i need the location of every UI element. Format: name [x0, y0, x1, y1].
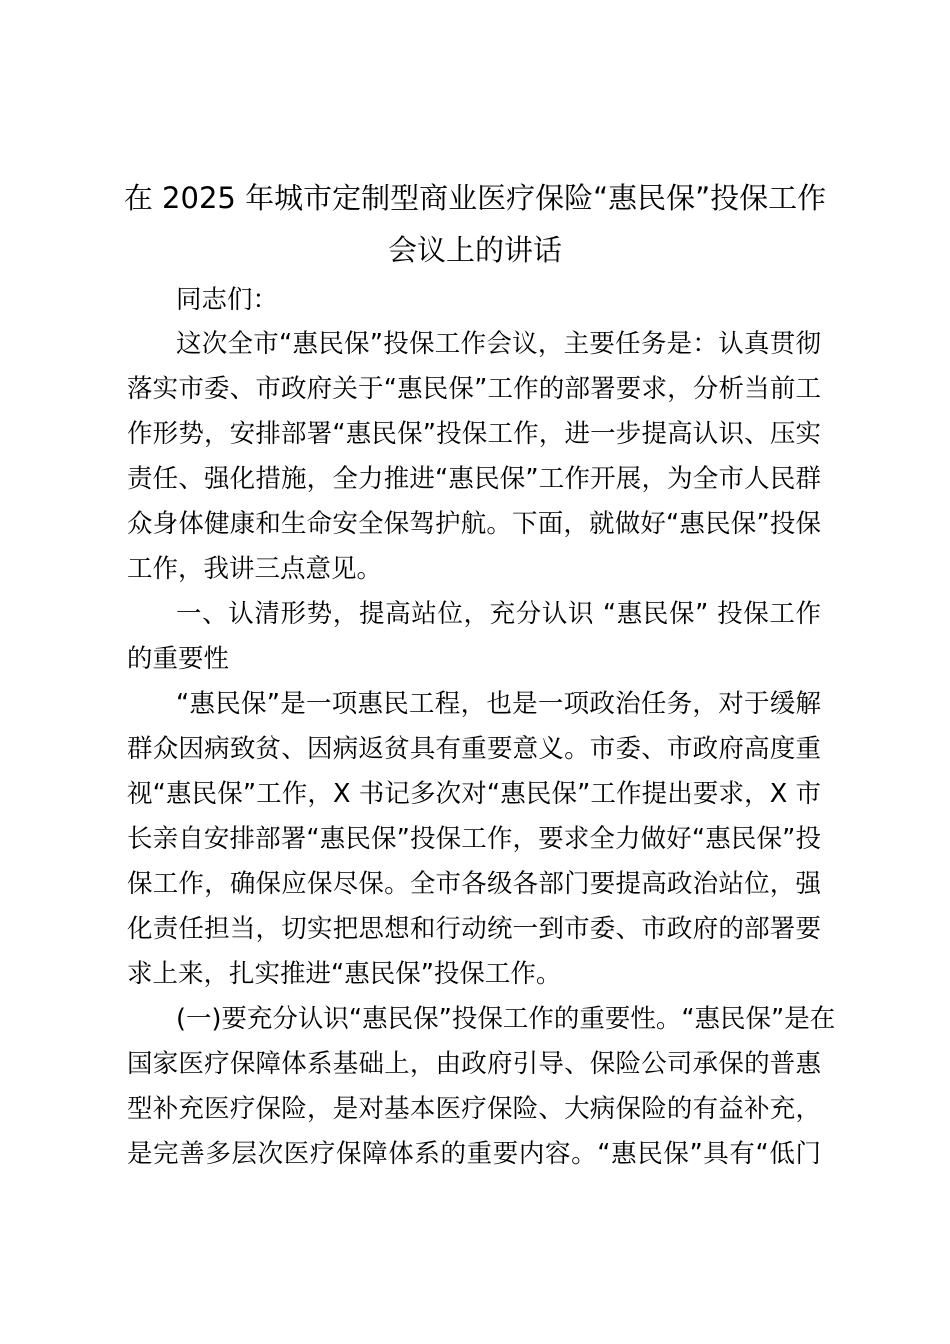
paragraph-3-line: 国家医疗保障体系基础上，由政府引导、保险公司承保的普惠 [127, 1049, 821, 1079]
section-heading-line: 一、认清形势，提高站位，充分认识 “惠民保” 投保工作 [176, 599, 821, 629]
paragraph-1-line: 这次全市“惠民保”投保工作会议，主要任务是：认真贯彻 [176, 329, 821, 359]
paragraph-1-line: 责任、强化措施，全力推进“惠民保”工作开展，为全市人民群 [127, 464, 821, 494]
document-title-line-1: 在 2025 年城市定制型商业医疗保险“惠民保”投保工作 [123, 181, 827, 215]
paragraph-3-line: 型补充医疗保险，是对基本医疗保险、大病保险的有益补充， [127, 1094, 821, 1124]
paragraph-3-line: 是完善多层次医疗保障体系的重要内容。“惠民保”具有“低门 [127, 1139, 821, 1169]
paragraph-2-line: 化责任担当，切实把思想和行动统一到市委、市政府的部署要 [127, 914, 821, 944]
salutation: 同志们： [176, 285, 279, 315]
paragraph-2-line: 保工作，确保应保尽保。全市各级各部门要提高政治站位，强 [127, 869, 821, 899]
paragraph-1-line: 作形势，安排部署“惠民保”投保工作，进一步提高认识、压实 [127, 419, 821, 449]
section-heading-line: 的重要性 [127, 644, 230, 674]
paragraph-2-line: 群众因病致贫、因病返贫具有重要意义。市委、市政府高度重 [127, 734, 821, 764]
paragraph-2-line: 求上来，扎实推进“惠民保”投保工作。 [127, 959, 562, 989]
paragraph-2-line: “惠民保”是一项惠民工程，也是一项政治任务，对于缓解 [176, 689, 821, 719]
paragraph-3-line: (一)要充分认识“惠民保”投保工作的重要性。“惠民保”是在 [176, 1004, 836, 1034]
paragraph-2-line: 视“惠民保”工作，X 书记多次对“惠民保”工作提出要求，X 市 [127, 779, 821, 809]
paragraph-1-line: 工作，我讲三点意见。 [127, 554, 383, 584]
paragraph-2-line: 长亲自安排部署“惠民保”投保工作，要求全力做好“惠民保”投 [127, 824, 821, 854]
paragraph-1-line: 众身体健康和生命安全保驾护航。下面，就做好“惠民保”投保 [127, 509, 821, 539]
paragraph-1-line: 落实市委、市政府关于“惠民保”工作的部署要求，分析当前工 [127, 374, 821, 404]
document-title-line-2: 会议上的讲话 [387, 233, 562, 267]
